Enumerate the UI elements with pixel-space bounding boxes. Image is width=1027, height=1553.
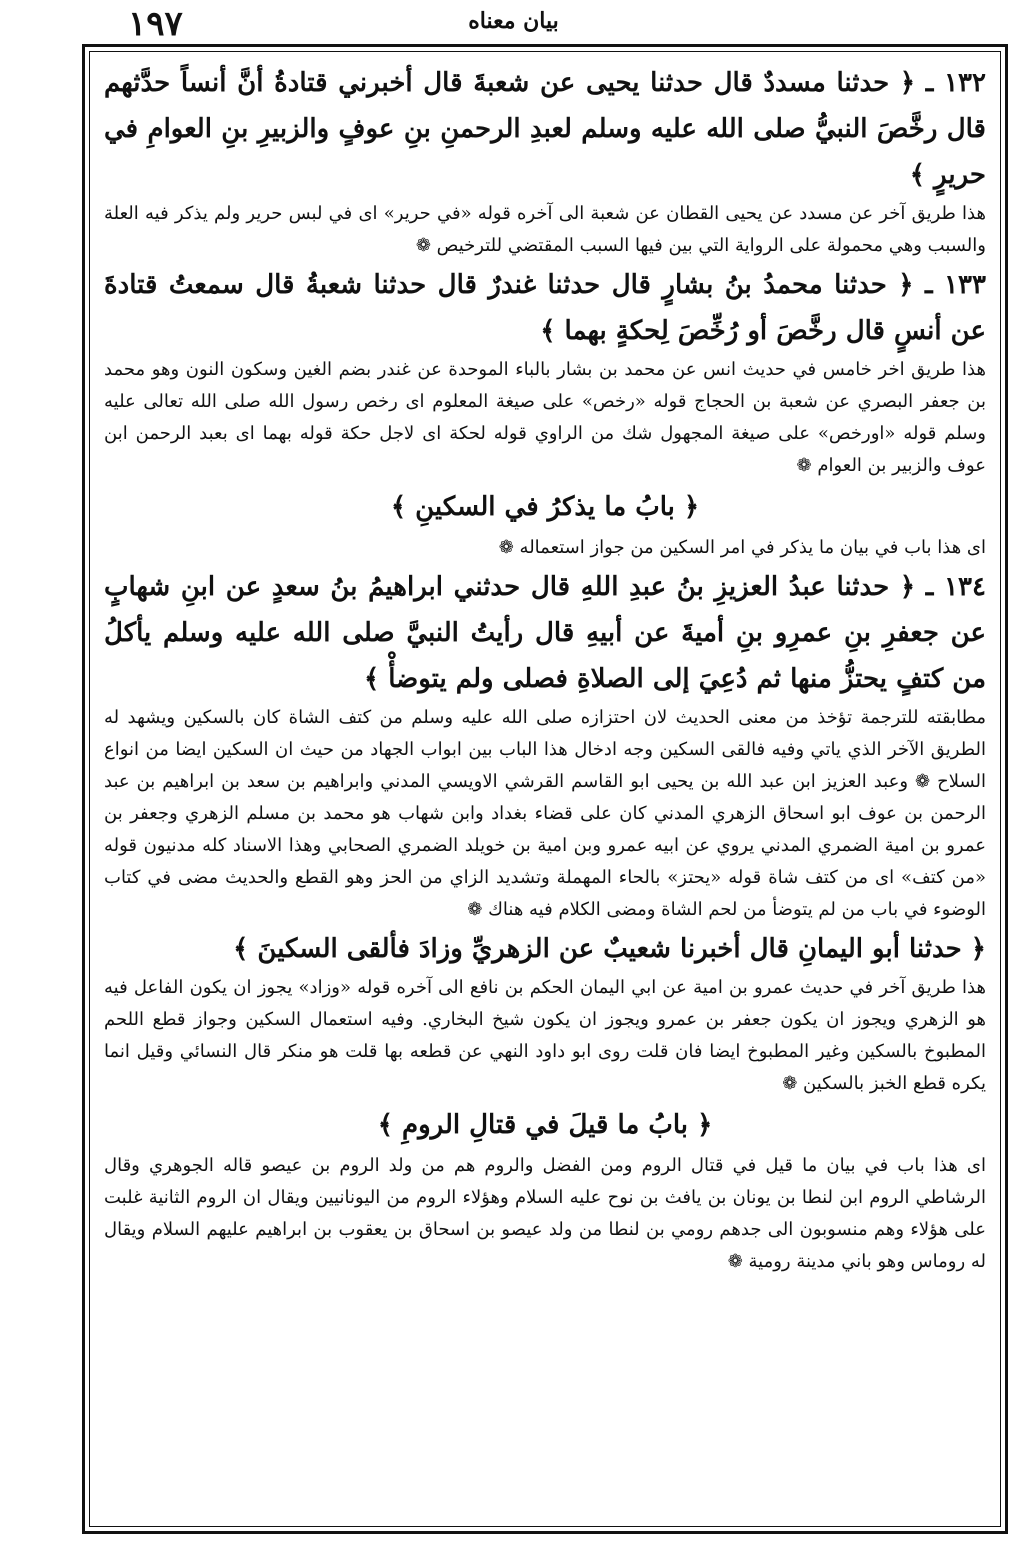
commentary-134: مطابقته للترجمة تؤخذ من معنى الحديث لان احتزازه صلى الله عليه وسلم من كتف الشاة كان بالسكين ويشهد له الطريق الآخر الذي ياتي وفيه فالقى السكين وجه ادخال هذا الباب بين ابواب الجهاد من حيث ان السكين ايضا من انواع السلاح ❁ وعبد العزيز ابن عبد الله بن يحيى ابو القاسم القرشي الاويسي المدني وابراهيم بن سعد بن ابراهيم بن عبد الرحمن بن عوف ابو اسحاق الزهري المدني كان على قضاء بغداد وابن شهاب هو محمد بن مسلم الزهري وجعفر بن عمرو بن امية الضمري المدني يروي عن ابيه عمرو وبن امية بن خويلد الضمري الصحابي وهذا الاسناد كله مدنيون قوله «من كتف» اى من كتف شاة قوله «يحتز» بالحاء المهملة وتشديد الزاي من الحز وهو القطع والحديث مضى في كتاب الوضوء في باب من لم يتوضأ من لحم الشاة ومضى الكلام فيه هناك ❁ (104, 707, 986, 920)
running-title: بيان معناه (468, 8, 559, 34)
commentary-abu-al-yaman: هذا طريق آخر في حديث عمرو بن امية عن ابي اليمان الحكم بن نافع الى آخره قوله «وزاد» يجوز ان يكون الفاعل فيه هو الزهري ويجوز ان يكون جعفر بن عمرو ويجوز ان يكون شيخ البخاري. وفيه استعمال السكين وجواز قطع اللحم المطبوخ بالسكين وغير المطبوخ ايضا فان قلت روى ابو داود النهي عن قطعه بها قلت هو منكر قال النسائي وقيل انما يكره قطع الخبز بالسكين ❁ (104, 977, 986, 1094)
commentary-132: هذا طريق آخر عن مسدد عن يحيى القطان عن شعبة الى آخره قوله «في حرير» اى في لبس حرير ولم يذكر فيه العلة والسبب وهي محمولة على الرواية التي بين فيها السبب المقتضي للترخيص ❁ (104, 203, 986, 256)
chapter-intro-knife: اى هذا باب في بيان ما يذكر في امر السكين من جواز استعماله ❁ (498, 537, 986, 558)
chapter-heading-rum: ﴿ بابُ ما قيلَ في قتالِ الرومِ ﴾ (377, 1110, 713, 1140)
page-frame-inner (89, 51, 1001, 1527)
hadith-133: ١٣٣ ـ ﴿ حدثنا محمدُ بنُ بشارٍ قال حدثنا غندرٌ قال حدثنا شعبةُ قال سمعتُ قتادةَ عن أنسٍ قال رخَّصَ أو رُخِّصَ لِحكةٍ بهما ﴾ (104, 270, 986, 346)
hadith-abu-al-yaman: ﴿ حدثنا أبو اليمانِ قال أخبرنا شعيبٌ عن الزهريِّ وزادَ فألقى السكينَ ﴾ (233, 934, 986, 964)
page-frame (82, 44, 1008, 1534)
commentary-133: هذا طريق اخر خامس في حديث انس عن محمد بن بشار بالباء الموحدة عن غندر بضم الغين وسكون النون وهو محمد بن جعفر البصري عن شعبة بن الحجاج قوله «رخص» على صيغة المعلوم اى رخص رسول الله صلى الله تعالى عليه وسلم قوله «اورخص» على صيغة المجهول شك من الراوي قوله لحكة اى لاجل حكة قوله بهما اى بعبد الرحمن ابن عوف والزبير بن العوام ❁ (104, 359, 986, 476)
hadith-134: ١٣٤ ـ ﴿ حدثنا عبدُ العزيزِ بنُ عبدِ اللهِ قال حدثني ابراهيمُ بنُ سعدٍ عن ابنِ شهابٍ عن جعفرِ بنِ عمرِو بنِ أميةَ عن أبيهِ قال رأيتُ النبيَّ صلى الله عليه وسلم يأكلُ من كتفٍ يحتزُّ منها ثم دُعِيَ إلى الصلاةِ فصلى ولم يتوضأْ ﴾ (104, 572, 986, 694)
text-body (104, 60, 986, 1518)
page-number: ١٩٧ (128, 4, 183, 44)
chapter-intro-rum: اى هذا باب في بيان ما قيل في قتال الروم ومن الفضل والروم هم من ولد الروم بن عيصو قاله الجوهري وقال الرشاطي الروم ابن لنطا بن يونان بن يافث بن نوح عليه السلام وهؤلاء الروم من اليونانيين ويقال ان الروم الثانية غلبت على هؤلاء وهم منسوبون الى جدهم رومي بن لنطا من ولد عيصو بن اسحاق بن يعقوب بن ابراهيم عليهم السلام ويقال له روماس وهو باني مدينة رومية ❁ (104, 1155, 986, 1272)
hadith-132: ١٣٢ ـ ﴿ حدثنا مسددٌ قال حدثنا يحيى عن شعبةَ قال أخبرني قتادةُ أنَّ أنساً حدَّثهم قال رخَّصَ النبيُّ صلى الله عليه وسلم لعبدِ الرحمنِ بنِ عوفٍ والزبيرِ بنِ العوامِ في حريرٍ ﴾ (104, 68, 986, 190)
chapter-heading-knife: ﴿ بابُ ما يذكرُ في السكينِ ﴾ (390, 492, 700, 522)
